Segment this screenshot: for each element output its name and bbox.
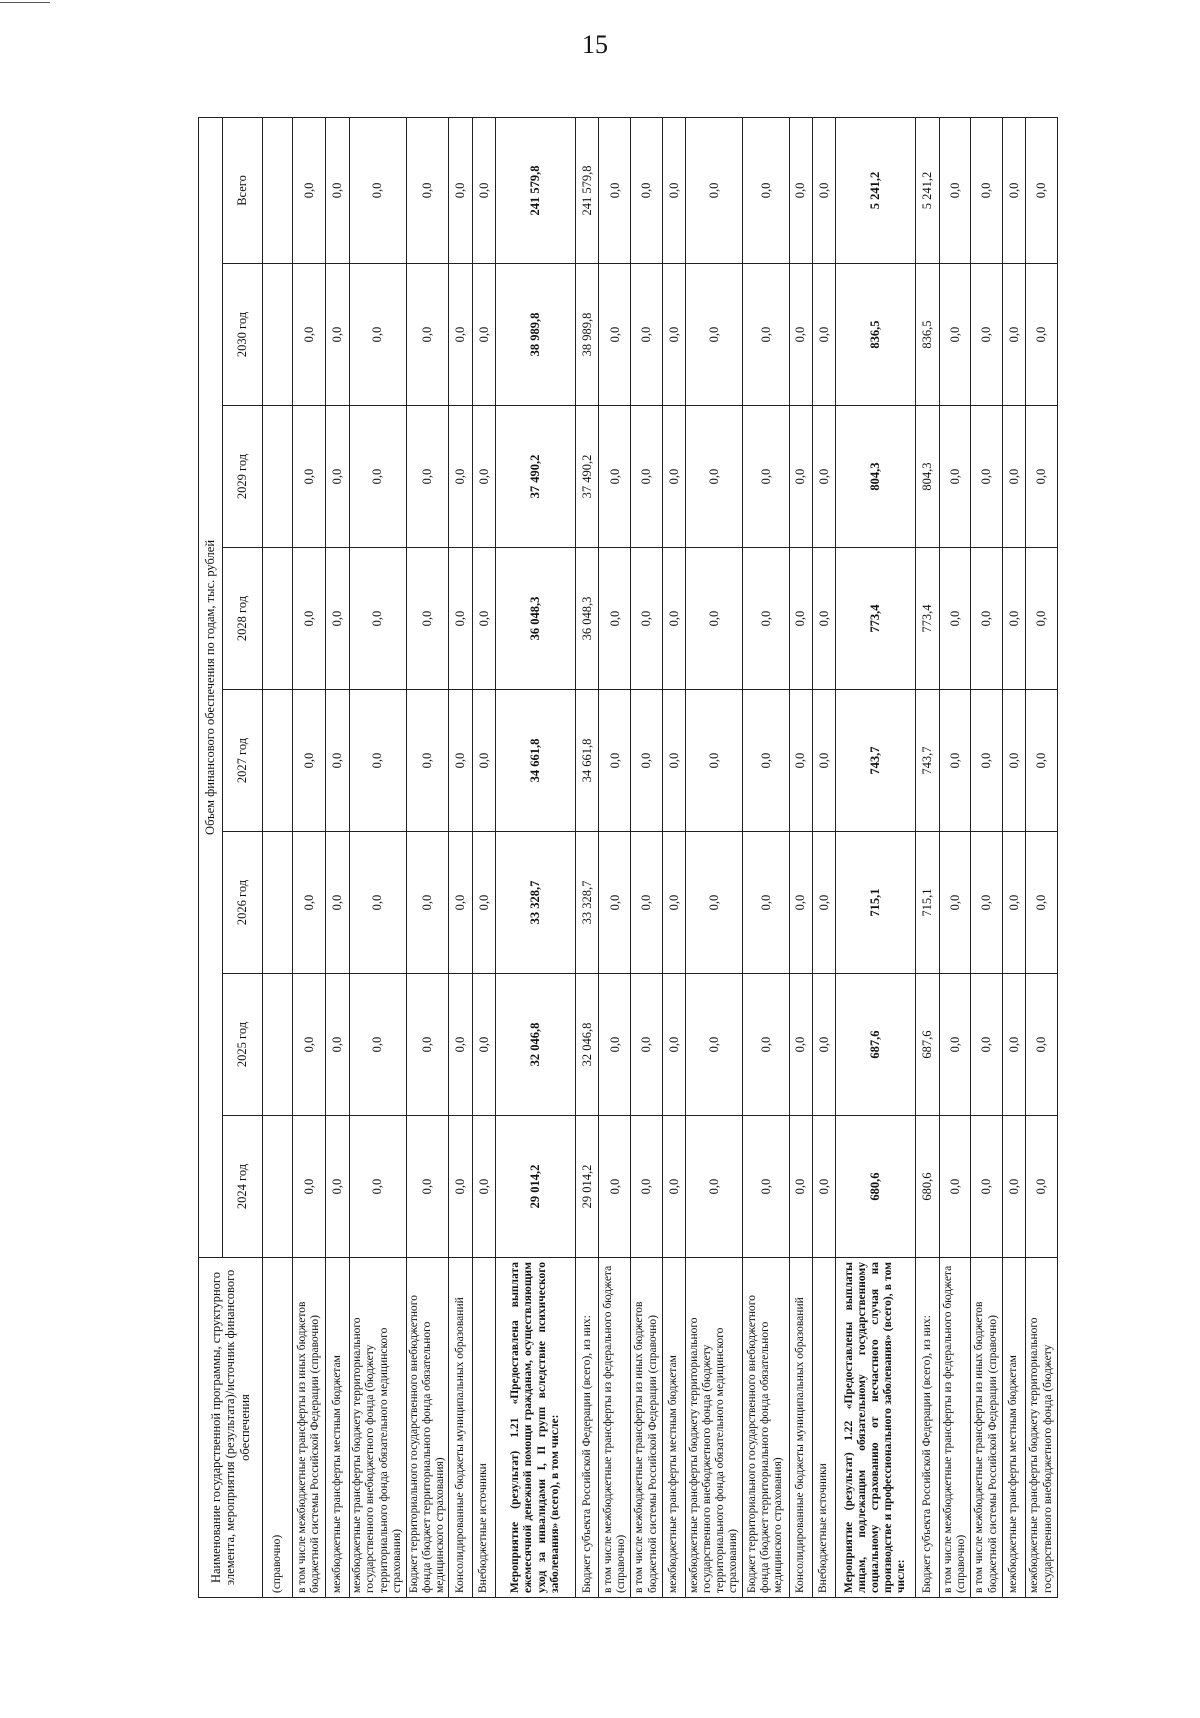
row-label: межбюджетные трансферты местным бюджетам — [662, 1258, 685, 1598]
year-value-cell: 0,0 — [1026, 832, 1058, 974]
year-value-cell: 34 661,8 — [495, 690, 575, 832]
table-row — [1026, 117, 1058, 1597]
table-row — [971, 117, 1003, 1597]
year-value-cell: 38 989,8 — [495, 264, 575, 406]
year-value-cell: 0,0 — [326, 548, 349, 690]
year-value-cell: 0,0 — [349, 974, 406, 1116]
row-label: Консолидированные бюджеты муниципальных образований — [789, 1258, 812, 1598]
financing-group-header: Объем финансового обеспечения по годам, тыс. рублей — [199, 117, 223, 1257]
year-value-cell: 0,0 — [789, 406, 812, 548]
table-row — [472, 117, 495, 1597]
year-value-cell: 0,0 — [292, 690, 326, 832]
total-cell: 5 241,2 — [835, 117, 915, 263]
total-header: Всего — [223, 117, 263, 263]
row-label: Мероприятие (результат) 1.21 «Предоставлена выплата ежемесячной денежной помощи гражданам, осуществляющим уход за инвалидами I, II групп вследствие психического заболевания» (всего), в том числе: — [495, 1258, 575, 1598]
row-label: в том числе межбюджетные трансферты из федерального бюджета (справочно) — [939, 1258, 971, 1598]
row-label: Бюджет субъекта Российской Федерации (всего), из них: — [916, 1258, 939, 1598]
year-value-cell: 0,0 — [599, 1116, 631, 1258]
year-value-cell: 0,0 — [971, 832, 1003, 974]
year-value-cell: 0,0 — [743, 406, 789, 548]
row-label: Бюджет территориального государственного внебюджетного фонда (бюджет территориального фонда обязательного медицинского страхования) — [406, 1258, 449, 1598]
year-header: 2027 год — [223, 690, 263, 832]
year-value-cell: 0,0 — [406, 832, 449, 974]
year-value-cell: 0,0 — [599, 832, 631, 974]
year-header: 2026 год — [223, 832, 263, 974]
row-label: межбюджетные трансферты бюджету территориального государственного внебюджетного фонда (бюджету территориального фонда обязательного медицинского страхования) — [349, 1258, 406, 1598]
table-body — [263, 117, 1058, 1597]
row-label: Консолидированные бюджеты муниципальных образований — [449, 1258, 472, 1598]
year-value-cell — [263, 974, 293, 1116]
year-value-cell: 0,0 — [292, 1116, 326, 1258]
year-value-cell: 0,0 — [406, 974, 449, 1116]
year-value-cell: 0,0 — [743, 974, 789, 1116]
year-value-cell: 687,6 — [916, 974, 939, 1116]
year-value-cell: 0,0 — [971, 406, 1003, 548]
total-cell: 0,0 — [939, 117, 971, 263]
page-number: 15 — [582, 30, 608, 59]
year-value-cell: 0,0 — [1002, 974, 1025, 1116]
total-cell: 0,0 — [631, 117, 663, 263]
year-value-cell: 0,0 — [662, 548, 685, 690]
year-value-cell: 0,0 — [472, 548, 495, 690]
year-value-cell: 0,0 — [631, 264, 663, 406]
year-value-cell: 0,0 — [662, 832, 685, 974]
total-cell: 0,0 — [1002, 117, 1025, 263]
year-value-cell: 0,0 — [406, 264, 449, 406]
row-label: Бюджет территориального государственного внебюджетного фонда (бюджет территориального фонда обязательного медицинского страхования) — [743, 1258, 789, 1598]
year-value-cell: 0,0 — [326, 1116, 349, 1258]
row-label: в том числе межбюджетные трансферты из иных бюджетов бюджетной системы Российской Федерации (справочно) — [631, 1258, 663, 1598]
total-cell: 0,0 — [1026, 117, 1058, 263]
year-value-cell: 0,0 — [292, 974, 326, 1116]
year-value-cell: 38 989,8 — [576, 264, 599, 406]
year-value-cell: 0,0 — [939, 548, 971, 690]
year-value-cell: 804,3 — [916, 406, 939, 548]
year-value-cell: 0,0 — [449, 832, 472, 974]
year-value-cell: 0,0 — [686, 406, 743, 548]
financing-table — [198, 117, 1058, 1598]
year-value-cell: 0,0 — [686, 548, 743, 690]
year-value-cell: 0,0 — [349, 264, 406, 406]
year-value-cell: 0,0 — [631, 548, 663, 690]
row-label: межбюджетные трансферты бюджету территориального государственного внебюджетного фонда (бюджету — [1026, 1258, 1058, 1598]
year-value-cell — [263, 548, 293, 690]
year-value-cell: 0,0 — [631, 406, 663, 548]
year-value-cell: 0,0 — [631, 1116, 663, 1258]
year-value-cell: 0,0 — [292, 548, 326, 690]
table-row — [835, 117, 915, 1597]
year-value-cell: 0,0 — [599, 974, 631, 1116]
table-row — [812, 117, 835, 1597]
year-value-cell: 0,0 — [789, 1116, 812, 1258]
year-value-cell: 0,0 — [292, 406, 326, 548]
total-cell: 0,0 — [743, 117, 789, 263]
year-value-cell: 0,0 — [971, 264, 1003, 406]
year-value-cell: 0,0 — [1002, 406, 1025, 548]
year-value-cell: 0,0 — [789, 974, 812, 1116]
year-value-cell: 36 048,3 — [495, 548, 575, 690]
year-value-cell: 0,0 — [449, 1116, 472, 1258]
table-row — [662, 117, 685, 1597]
year-value-cell: 0,0 — [662, 974, 685, 1116]
year-value-cell: 0,0 — [686, 1116, 743, 1258]
year-value-cell: 773,4 — [835, 548, 915, 690]
year-value-cell: 0,0 — [472, 974, 495, 1116]
year-value-cell: 0,0 — [472, 406, 495, 548]
total-cell: 0,0 — [662, 117, 685, 263]
year-value-cell: 687,6 — [835, 974, 915, 1116]
year-value-cell: 0,0 — [812, 690, 835, 832]
total-cell: 241 579,8 — [495, 117, 575, 263]
year-value-cell: 715,1 — [916, 832, 939, 974]
year-value-cell: 0,0 — [662, 690, 685, 832]
year-value-cell: 836,5 — [916, 264, 939, 406]
year-value-cell: 0,0 — [1002, 690, 1025, 832]
year-value-cell: 0,0 — [662, 406, 685, 548]
year-value-cell: 0,0 — [971, 690, 1003, 832]
total-cell: 0,0 — [292, 117, 326, 263]
year-value-cell: 0,0 — [406, 1116, 449, 1258]
year-value-cell: 0,0 — [812, 264, 835, 406]
year-value-cell: 29 014,2 — [495, 1116, 575, 1258]
year-value-cell: 0,0 — [789, 690, 812, 832]
year-value-cell: 0,0 — [599, 548, 631, 690]
table-row — [576, 117, 599, 1597]
total-cell: 0,0 — [789, 117, 812, 263]
row-label: межбюджетные трансферты местным бюджетам — [326, 1258, 349, 1598]
year-value-cell: 0,0 — [349, 406, 406, 548]
year-value-cell: 0,0 — [349, 690, 406, 832]
total-cell: 0,0 — [686, 117, 743, 263]
year-value-cell: 0,0 — [349, 1116, 406, 1258]
table-row — [406, 117, 449, 1597]
year-value-cell: 0,0 — [326, 974, 349, 1116]
year-value-cell: 0,0 — [662, 264, 685, 406]
year-value-cell: 0,0 — [631, 690, 663, 832]
year-value-cell: 0,0 — [686, 832, 743, 974]
year-value-cell: 37 490,2 — [576, 406, 599, 548]
year-value-cell: 0,0 — [971, 974, 1003, 1116]
year-value-cell: 33 328,7 — [495, 832, 575, 974]
table-row — [495, 117, 575, 1597]
total-cell: 0,0 — [449, 117, 472, 263]
row-label: межбюджетные трансферты местным бюджетам — [1002, 1258, 1025, 1598]
table-row — [292, 117, 326, 1597]
table-row — [743, 117, 789, 1597]
year-value-cell: 0,0 — [939, 406, 971, 548]
year-value-cell: 743,7 — [916, 690, 939, 832]
year-header: 2024 год — [223, 1116, 263, 1258]
total-cell — [263, 117, 293, 263]
table-row — [631, 117, 663, 1597]
year-value-cell — [263, 690, 293, 832]
year-value-cell: 836,5 — [835, 264, 915, 406]
year-value-cell: 0,0 — [812, 832, 835, 974]
year-value-cell: 0,0 — [743, 832, 789, 974]
year-value-cell: 0,0 — [472, 832, 495, 974]
year-value-cell: 0,0 — [326, 690, 349, 832]
year-value-cell: 0,0 — [743, 264, 789, 406]
total-cell: 0,0 — [326, 117, 349, 263]
year-value-cell: 0,0 — [971, 1116, 1003, 1258]
year-value-cell: 0,0 — [1002, 832, 1025, 974]
year-value-cell: 0,0 — [1002, 1116, 1025, 1258]
total-cell: 241 579,8 — [576, 117, 599, 263]
year-value-cell: 0,0 — [326, 264, 349, 406]
year-header: 2029 год — [223, 406, 263, 548]
year-header: 2025 год — [223, 974, 263, 1116]
year-value-cell: 0,0 — [939, 690, 971, 832]
year-value-cell: 0,0 — [449, 548, 472, 690]
year-value-cell: 680,6 — [835, 1116, 915, 1258]
row-label: в том числе межбюджетные трансферты из иных бюджетов бюджетной системы Российской Федерации (справочно) — [292, 1258, 326, 1598]
year-value-cell — [263, 406, 293, 548]
year-value-cell: 804,3 — [835, 406, 915, 548]
year-value-cell: 0,0 — [292, 264, 326, 406]
table-row — [789, 117, 812, 1597]
year-value-cell: 0,0 — [939, 832, 971, 974]
row-label: в том числе межбюджетные трансферты из иных бюджетов бюджетной системы Российской Федерации (справочно) — [971, 1258, 1003, 1598]
table-row — [916, 117, 939, 1597]
year-value-cell: 0,0 — [406, 548, 449, 690]
year-value-cell: 0,0 — [349, 548, 406, 690]
year-header: 2030 год — [223, 264, 263, 406]
year-value-cell: 0,0 — [1026, 406, 1058, 548]
year-value-cell: 0,0 — [812, 1116, 835, 1258]
year-value-cell: 0,0 — [1002, 264, 1025, 406]
year-value-cell: 0,0 — [812, 406, 835, 548]
total-cell: 0,0 — [472, 117, 495, 263]
year-value-cell: 0,0 — [472, 264, 495, 406]
year-value-cell: 0,0 — [631, 832, 663, 974]
year-value-cell: 0,0 — [939, 1116, 971, 1258]
year-value-cell: 0,0 — [789, 264, 812, 406]
year-value-cell: 0,0 — [631, 974, 663, 1116]
year-value-cell: 0,0 — [406, 406, 449, 548]
year-value-cell — [263, 832, 293, 974]
year-value-cell: 32 046,8 — [576, 974, 599, 1116]
row-label: Бюджет субъекта Российской Федерации (всего), из них: — [576, 1258, 599, 1598]
total-cell: 0,0 — [599, 117, 631, 263]
year-value-cell: 0,0 — [1026, 548, 1058, 690]
year-value-cell: 773,4 — [916, 548, 939, 690]
year-value-cell: 0,0 — [326, 406, 349, 548]
year-value-cell: 0,0 — [743, 690, 789, 832]
year-value-cell: 0,0 — [789, 832, 812, 974]
year-value-cell: 715,1 — [835, 832, 915, 974]
corner-line — [0, 2, 50, 3]
row-label: Внебюджетные источники — [812, 1258, 835, 1598]
row-label: в том числе межбюджетные трансферты из федерального бюджета (справочно) — [599, 1258, 631, 1598]
year-value-cell: 0,0 — [686, 264, 743, 406]
year-value-cell: 0,0 — [406, 690, 449, 832]
year-value-cell — [263, 264, 293, 406]
year-value-cell: 680,6 — [916, 1116, 939, 1258]
year-header: 2028 год — [223, 548, 263, 690]
year-value-cell: 0,0 — [812, 974, 835, 1116]
year-value-cell: 0,0 — [1026, 1116, 1058, 1258]
total-cell: 5 241,2 — [916, 117, 939, 263]
year-value-cell: 0,0 — [939, 974, 971, 1116]
year-value-cell: 0,0 — [686, 690, 743, 832]
year-value-cell: 0,0 — [326, 832, 349, 974]
year-value-cell: 34 661,8 — [576, 690, 599, 832]
year-value-cell: 0,0 — [449, 264, 472, 406]
rotated-table-wrapper — [198, 118, 1058, 1598]
year-value-cell: 0,0 — [1026, 974, 1058, 1116]
year-value-cell: 29 014,2 — [576, 1116, 599, 1258]
year-value-cell: 0,0 — [599, 264, 631, 406]
year-value-cell: 0,0 — [449, 406, 472, 548]
table-row — [686, 117, 743, 1597]
total-cell: 0,0 — [971, 117, 1003, 263]
year-value-cell: 0,0 — [1026, 264, 1058, 406]
year-value-cell: 0,0 — [599, 406, 631, 548]
table-row — [1002, 117, 1025, 1597]
year-value-cell: 0,0 — [599, 690, 631, 832]
year-value-cell: 0,0 — [662, 1116, 685, 1258]
year-value-cell: 0,0 — [789, 548, 812, 690]
year-value-cell: 0,0 — [449, 690, 472, 832]
year-value-cell: 0,0 — [349, 832, 406, 974]
year-value-cell: 36 048,3 — [576, 548, 599, 690]
year-value-cell: 0,0 — [939, 264, 971, 406]
row-label: (справочно) — [263, 1258, 293, 1598]
year-value-cell: 0,0 — [743, 1116, 789, 1258]
year-value-cell: 0,0 — [1002, 548, 1025, 690]
year-value-cell: 0,0 — [743, 548, 789, 690]
total-cell: 0,0 — [406, 117, 449, 263]
year-value-cell: 33 328,7 — [576, 832, 599, 974]
table-row — [349, 117, 406, 1597]
row-label: Мероприятие (результат) 1.22 «Предоставлены выплаты лицам, подлежащим обязательному государственному социальному страхованию от несчастного случая на производстве и профессионального заболевания» (всего), в том числе: — [835, 1258, 915, 1598]
year-value-cell: 0,0 — [686, 974, 743, 1116]
total-cell: 0,0 — [349, 117, 406, 263]
year-value-cell: 0,0 — [472, 690, 495, 832]
row-label: межбюджетные трансферты бюджету территориального государственного внебюджетного фонда (бюджету территориального фонда обязательного медицинского страхования) — [686, 1258, 743, 1598]
year-value-cell: 32 046,8 — [495, 974, 575, 1116]
table-row — [263, 117, 293, 1597]
year-value-cell: 37 490,2 — [495, 406, 575, 548]
year-value-cell: 0,0 — [292, 832, 326, 974]
year-value-cell: 0,0 — [812, 548, 835, 690]
year-value-cell: 0,0 — [472, 1116, 495, 1258]
year-value-cell: 743,7 — [835, 690, 915, 832]
table-row — [599, 117, 631, 1597]
year-value-cell: 0,0 — [449, 974, 472, 1116]
total-cell: 0,0 — [812, 117, 835, 263]
year-value-cell: 0,0 — [1026, 690, 1058, 832]
row-label: Внебюджетные источники — [472, 1258, 495, 1598]
year-value-cell — [263, 1116, 293, 1258]
table-row — [326, 117, 349, 1597]
table-row — [939, 117, 971, 1597]
table-row — [449, 117, 472, 1597]
year-value-cell: 0,0 — [971, 548, 1003, 690]
name-column-header: Наименование государственной программы, структурного элемента, мероприятия (результата)/источник финансового обеспечения — [199, 1258, 263, 1598]
